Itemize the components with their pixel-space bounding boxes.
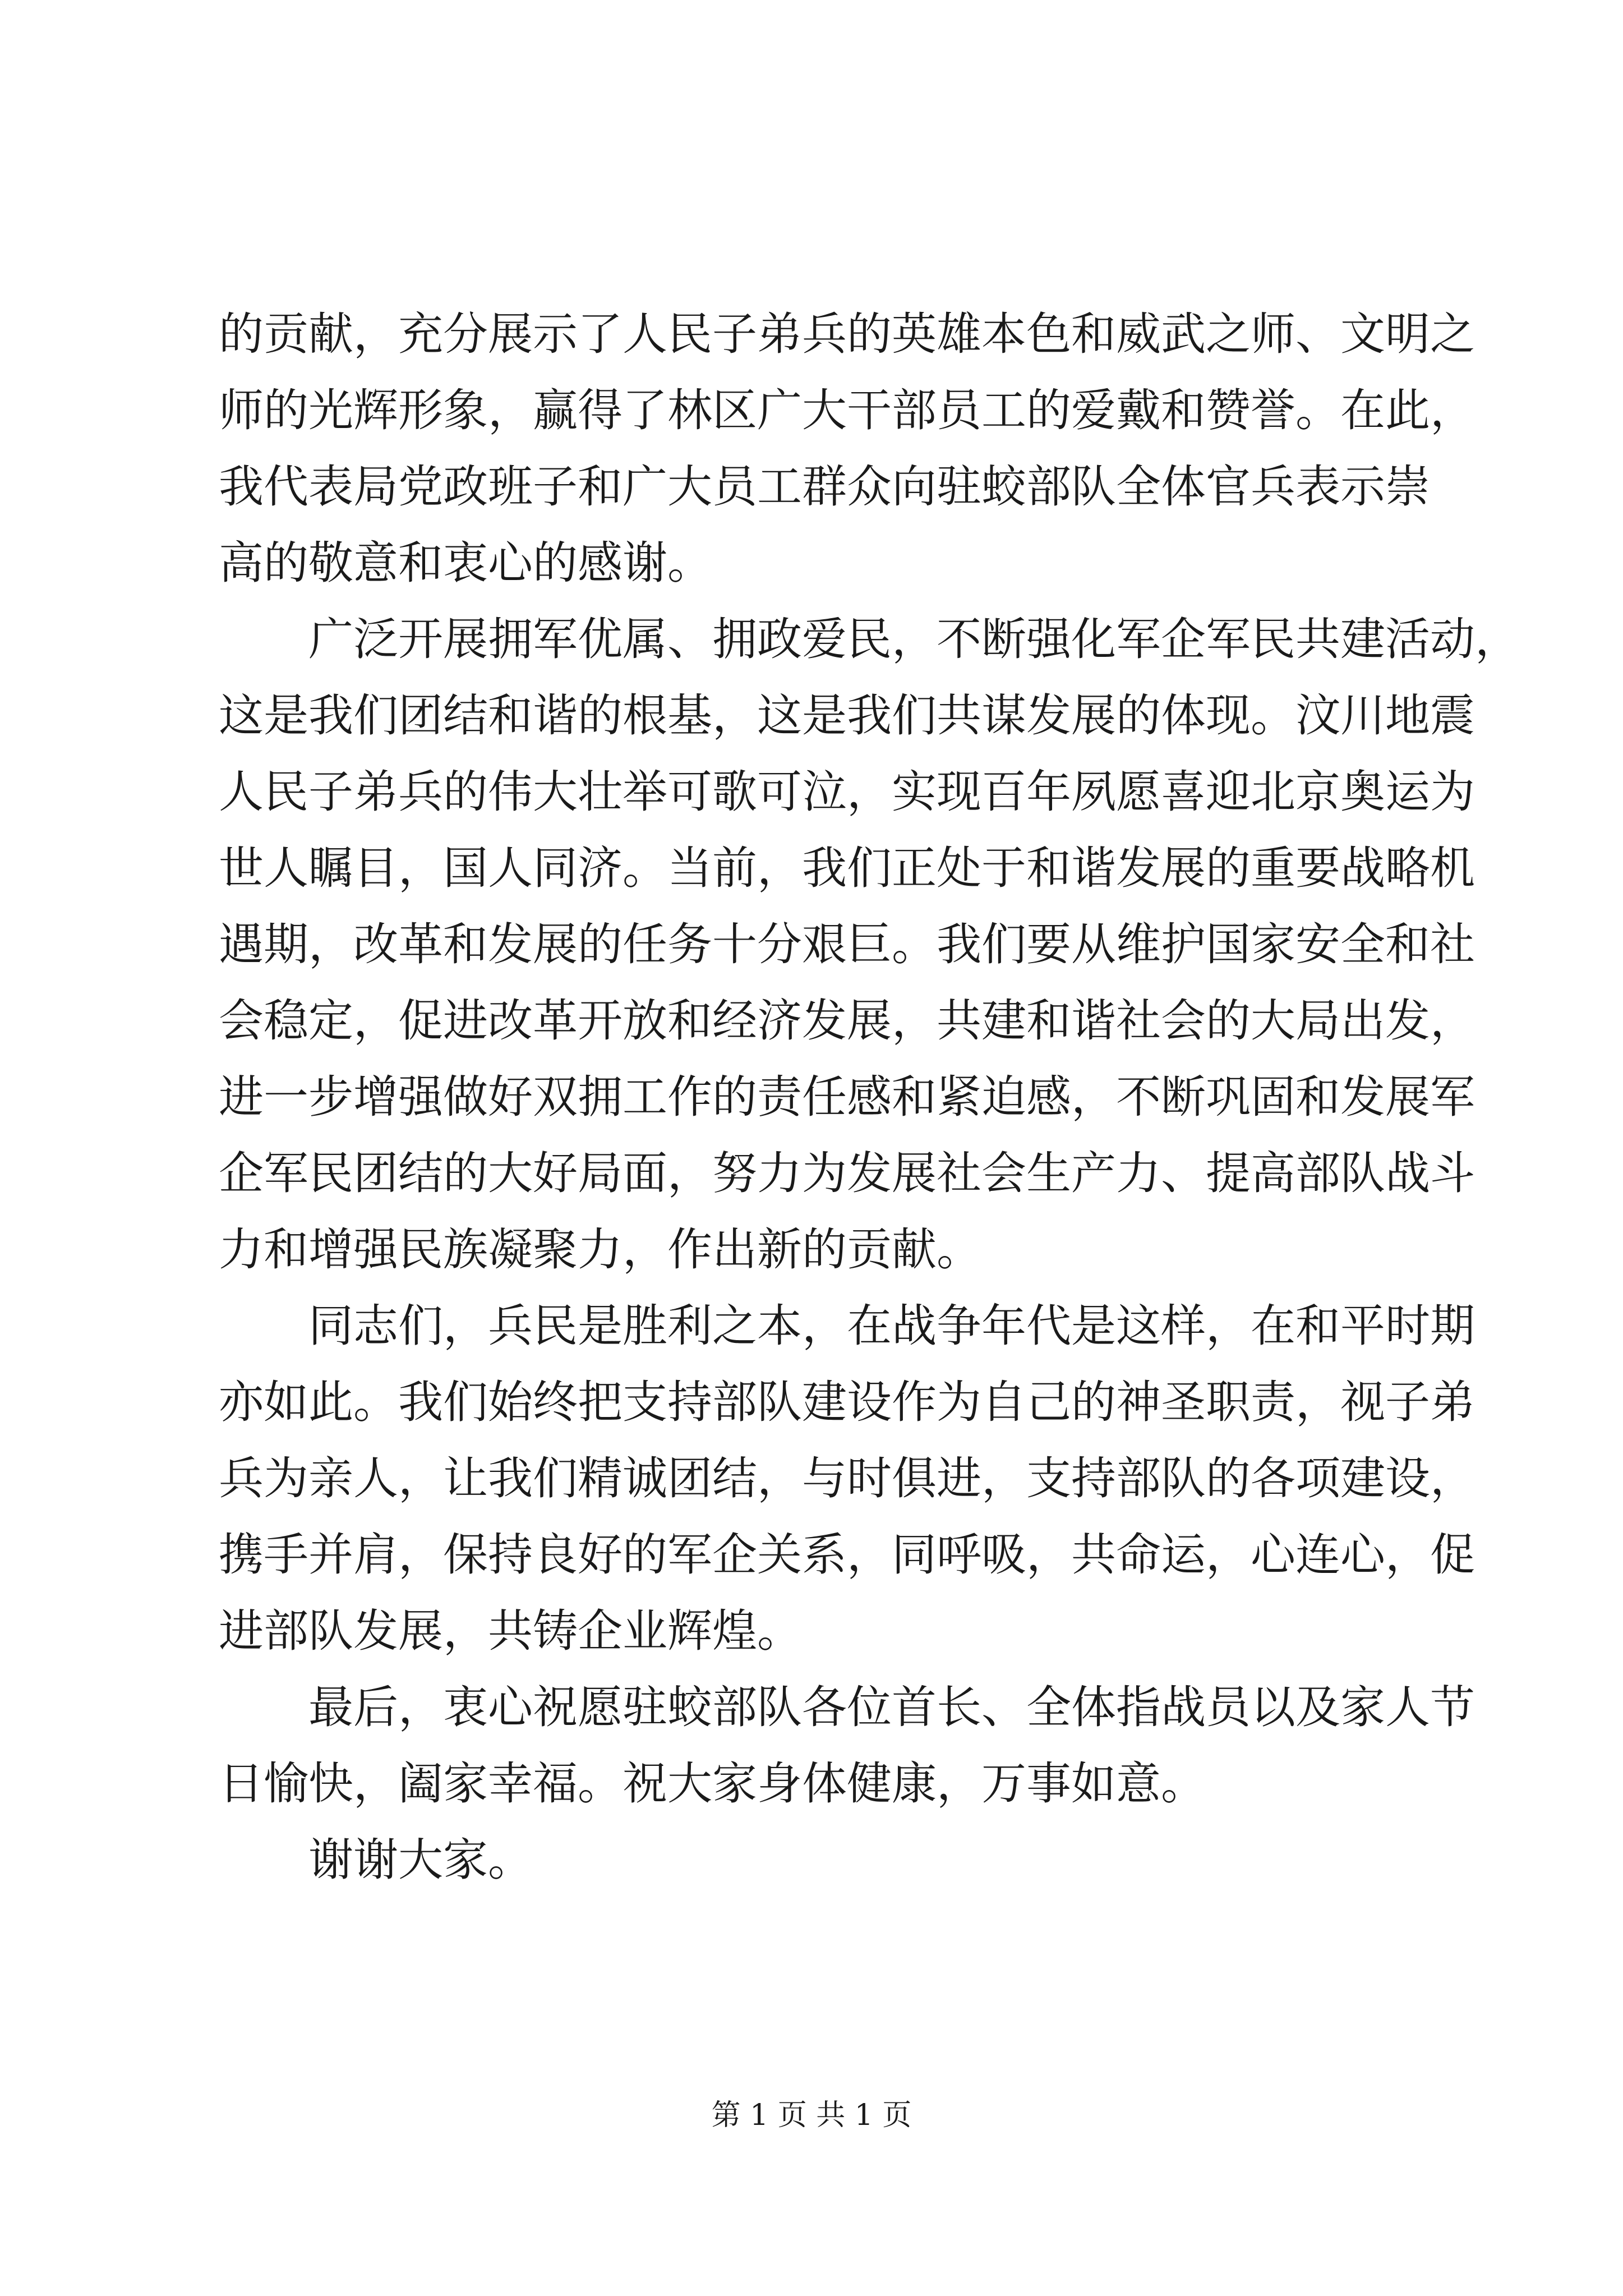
- text-line: 企军民团结的大好局面，努力为发展社会生产力、提高部队战斗: [219, 1147, 1475, 1199]
- text-line: 谢谢大家。: [308, 1834, 533, 1886]
- text-line: 的贡献，充分展示了人民子弟兵的英雄本色和威武之师、文明之: [219, 308, 1475, 360]
- text-line: 会稳定，促进改革开放和经济发展，共建和谐社会的大局出发，: [219, 995, 1475, 1047]
- text-line: 遇期，改革和发展的任务十分艰巨。我们要从维护国家安全和社: [219, 918, 1475, 970]
- text-line: 我代表局党政班子和广大员工群众向驻蛟部队全体官兵表示崇: [219, 461, 1430, 513]
- text-line: 亦如此。我们始终把支持部队建设作为自己的神圣职责，视子弟: [219, 1376, 1475, 1428]
- text-line: 力和增强民族凝聚力，作出新的贡献。: [219, 1223, 981, 1276]
- document-body: [219, 296, 1520, 1898]
- text-line: 师的光辉形象，赢得了林区广大干部员工的爱戴和赞誉。在此，: [219, 384, 1475, 436]
- text-line: 这是我们团结和谐的根基，这是我们共谋发展的体现。汶川地震: [219, 689, 1475, 742]
- text-line: 世人瞩目，国人同济。当前，我们正处于和谐发展的重要战略机: [219, 842, 1475, 894]
- text-line: 日愉快，阖家幸福。祝大家身体健康，万事如意。: [219, 1757, 1206, 1810]
- text-line: 兵为亲人，让我们精诚团结，与时俱进，支持部队的各项建设，: [219, 1452, 1475, 1504]
- text-line: 同志们，兵民是胜利之本，在战争年代是这样，在和平时期: [308, 1300, 1475, 1352]
- paragraph: [219, 601, 1520, 1288]
- paragraph: [219, 296, 1475, 601]
- text-line: 最后，衷心祝愿驻蛟部队各位首长、全体指战员以及家人节: [308, 1681, 1475, 1733]
- text-line: 进部队发展，共铸企业辉煌。: [219, 1605, 802, 1657]
- paragraph: [219, 1669, 1475, 1822]
- page-footer: 第 1 页 共 1 页: [711, 2099, 912, 2132]
- text-line: 携手并肩，保持良好的军企关系，同呼吸，共命运，心连心，促: [219, 1529, 1475, 1581]
- text-line: 进一步增强做好双拥工作的责任感和紧迫感，不断巩固和发展军: [219, 1071, 1475, 1123]
- paragraph: [219, 1822, 1424, 1898]
- paragraph: [219, 1288, 1475, 1669]
- text-line: 人民子弟兵的伟大壮举可歌可泣，实现百年夙愿喜迎北京奥运为: [219, 766, 1475, 818]
- text-line: 广泛开展拥军优属、拥政爱民，不断强化军企军民共建活动，: [308, 613, 1520, 665]
- text-line: 高的敬意和衷心的感谢。: [219, 537, 712, 589]
